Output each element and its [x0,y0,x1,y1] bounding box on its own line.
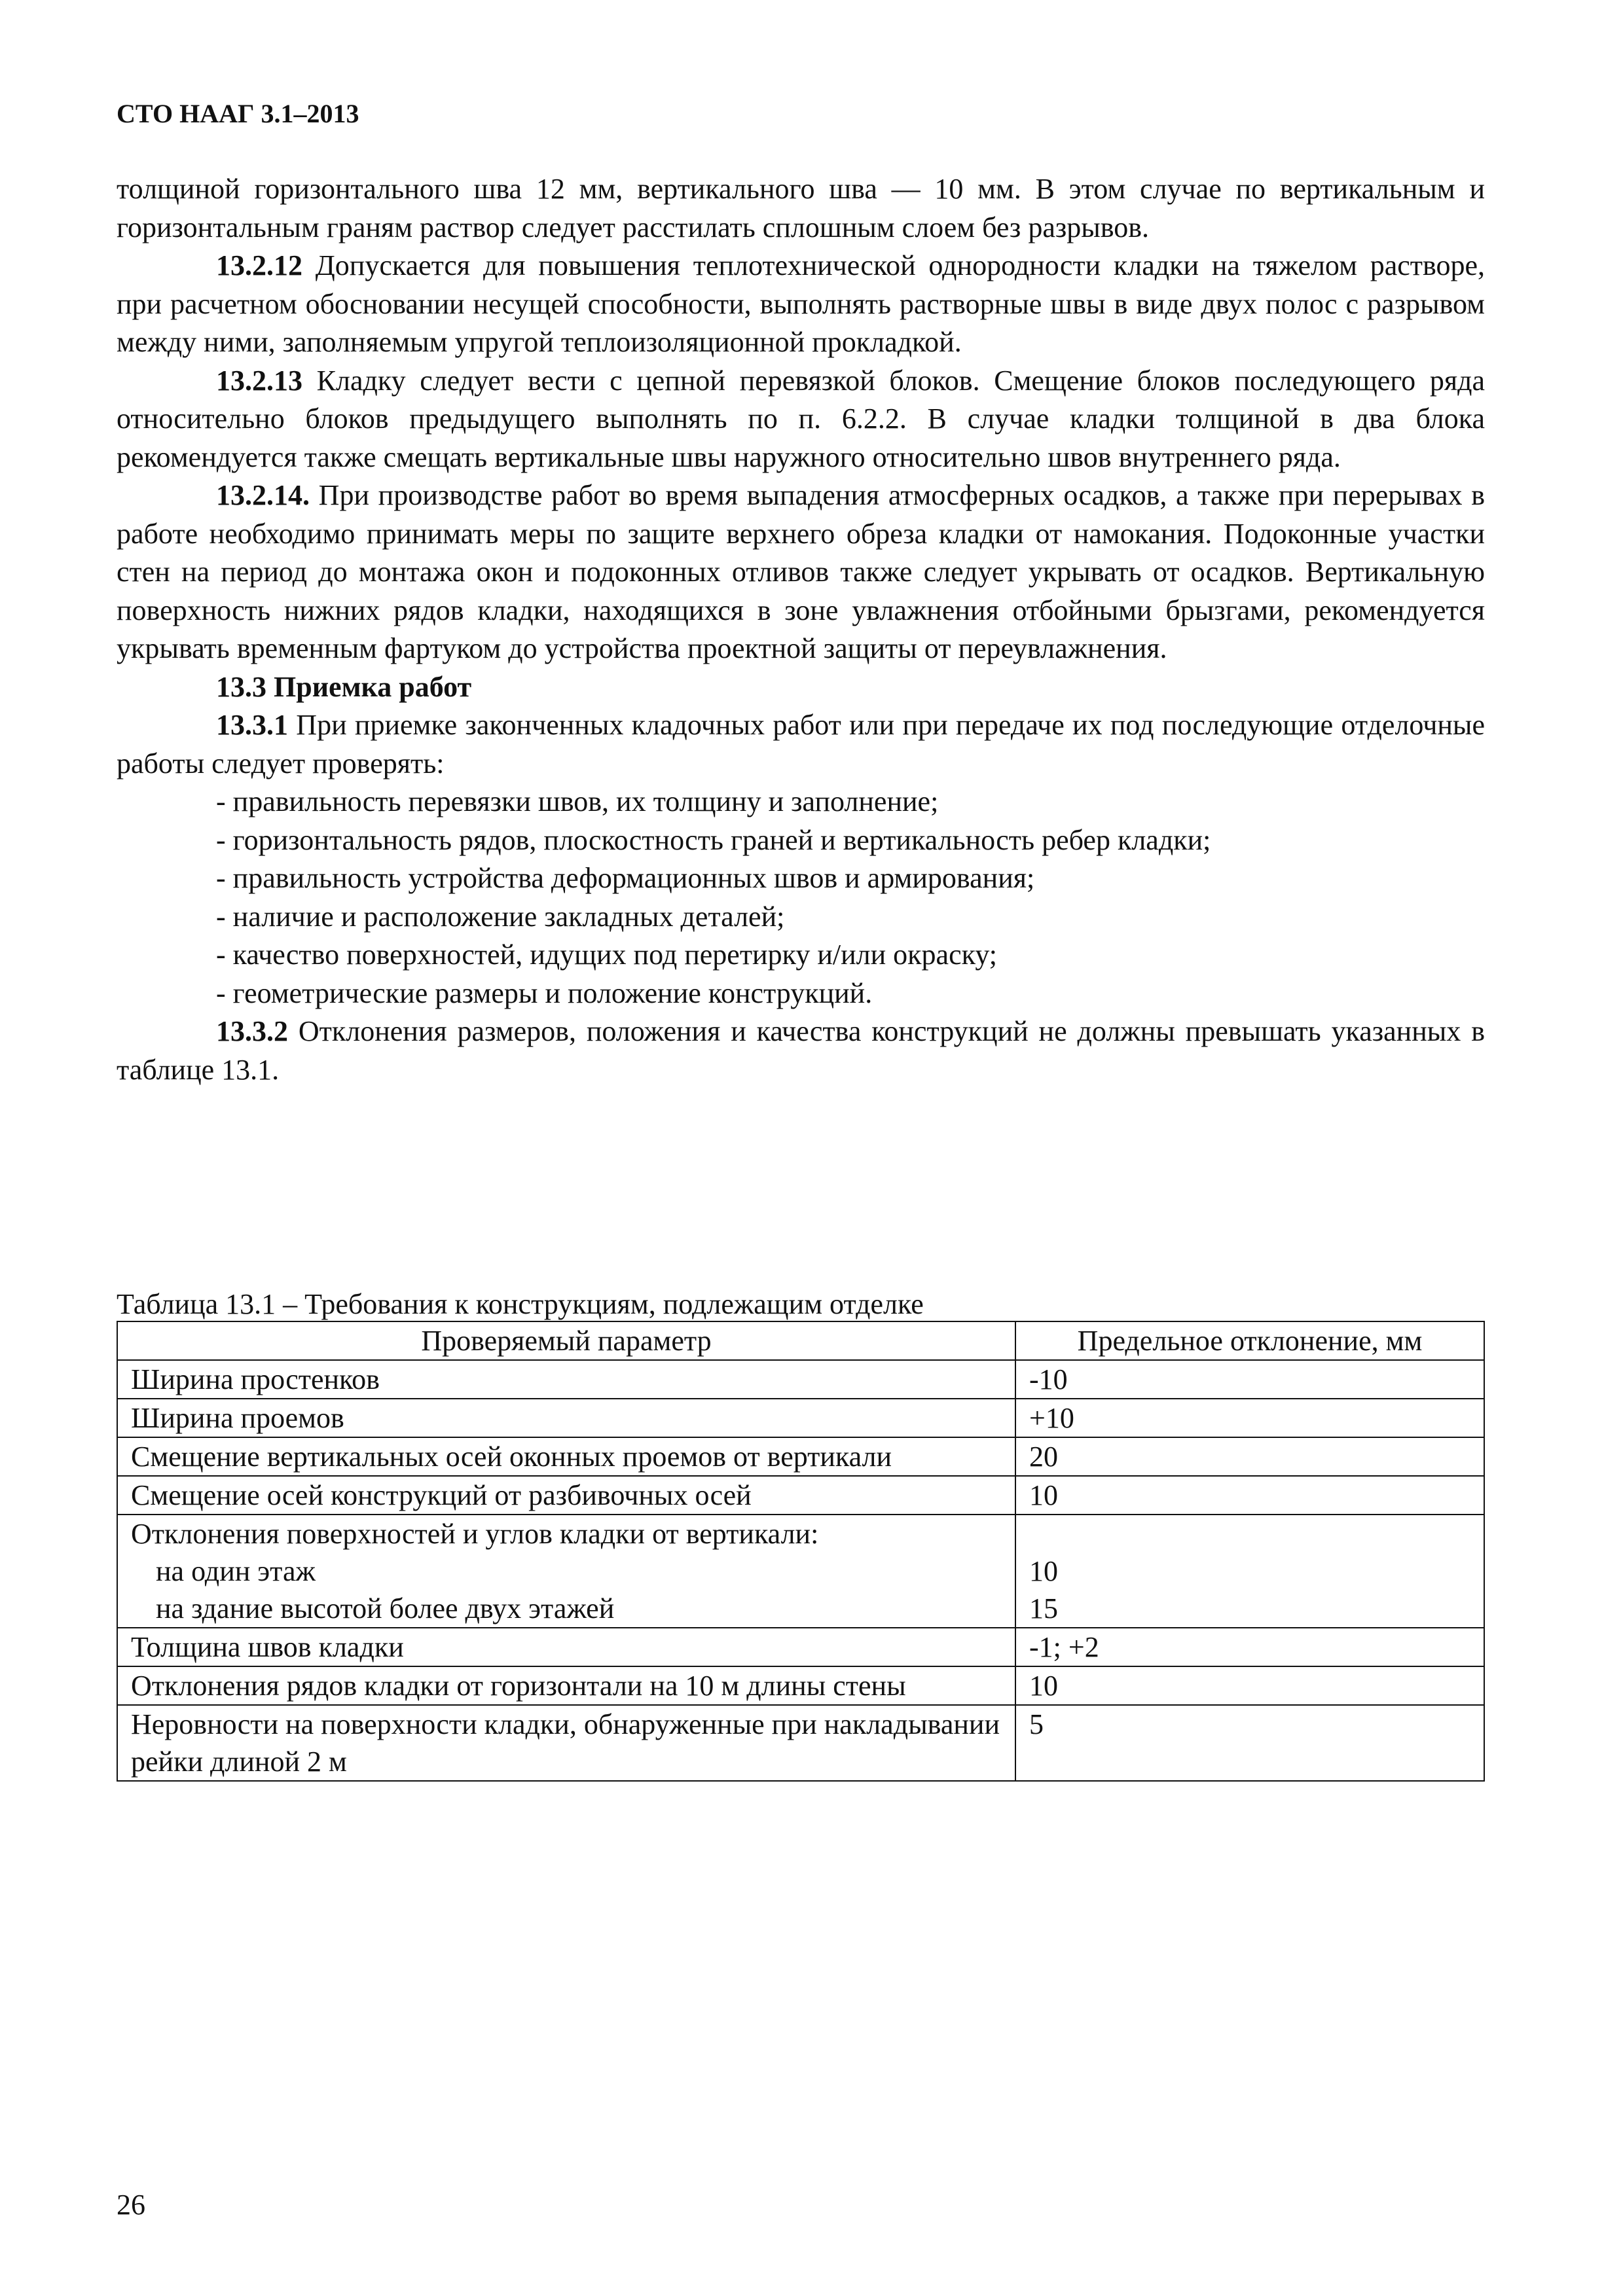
table-row [117,1666,1484,1705]
table-row [117,1628,1484,1666]
deviation-cell: 10 [1015,1476,1484,1515]
list-item: - качество поверхностей, идущих под перетирку и/или окраску; [216,939,998,971]
table-header-row [117,1321,1484,1360]
list-item: - правильность перевязки швов, их толщину и заполнение; [216,785,939,817]
clause-text: Допускается для повышения теплотехнической однородности кладки на тяжелом растворе, при расчетном обосновании несущей способности, выполнять растворные швы в виде двух полос с разрывом между ними, заполняемым упругой теплоизоляционной прокладкой. [117,249,1485,358]
section-title: 13.3 Приемка работ [216,670,472,703]
deviation-cell: 10 [1015,1666,1484,1705]
list-item: - наличие и расположение закладных деталей; [216,900,785,933]
paragraph-continuation: толщиной горизонтального шва 12 мм, вертикального шва — 10 мм. В этом случае по вертикальным и горизонтальным граням раствор следует расстилать сплошным слоем без разрывов. [117,173,1485,243]
body-text [117,170,1485,1089]
parameter-title: Отклонения поверхностей и углов кладки от вертикали: [131,1518,819,1550]
parameter-subitem: на здание высотой более двух этажей [156,1592,615,1624]
deviation-cell: 5 [1015,1705,1484,1781]
table-caption: Таблица 13.1 – Требования к конструкциям, подлежащим отделке [117,1288,924,1320]
clause-number: 13.3.1 [216,709,288,741]
table-row [117,1399,1484,1437]
parameter-subitem: на один этаж [156,1555,316,1587]
deviation-cell: -1; +2 [1015,1628,1484,1666]
deviation-value: 10 [1029,1555,1058,1587]
document-header: СТО НААГ 3.1–2013 [117,99,359,128]
clause-number: 13.2.14. [216,479,310,511]
page-number: 26 [117,2189,145,2221]
deviation-value: 15 [1029,1592,1058,1624]
parameter-cell: Отклонения рядов кладки от горизонтали на 10 м длины стены [117,1666,1015,1705]
clause-text: При производстве работ во время выпадения атмосферных осадков, а также при перерывах в работе необходимо принимать меры по защите верхнего обреза кладки от намокания. Подоконные участки стен на период до монтажа окон и подоконных отливов также следует укрывать от осадков. Вертикальную поверхность нижних рядов кладки, находящихся в зоне увлажнения отбойными брызгами, рекомендуется укрывать временным фартуком до устройства проектной защиты от переувлажнения. [117,479,1485,664]
parameter-cell: Толщина швов кладки [117,1628,1015,1666]
paragraph-13-3-1 [117,706,1485,783]
clause-text: При приемке законченных кладочных работ или при передаче их под последующие отделочные работы следует проверять: [117,709,1485,780]
table-row [117,1437,1484,1476]
table-row [117,1476,1484,1515]
table-row [117,1360,1484,1399]
parameter-cell: Неровности на поверхности кладки, обнаруженные при накладывании рейки длиной 2 м [117,1705,1015,1781]
paragraph-13-2-13 [117,362,1485,477]
clause-number: 13.2.13 [216,364,302,397]
list-item: - геометрические размеры и положение конструкций. [216,977,873,1009]
clause-text: Кладку следует вести с цепной перевязкой блоков. Смещение блоков последующего ряда относительно блоков предыдущего выполнять по п. 6.2.2. В случае кладки толщиной в два блока рекомендуется также смещать вертикальные швы наружного относительно швов внутреннего ряда. [117,364,1485,473]
deviation-cell: +10 [1015,1399,1484,1437]
parameter-cell: Ширина проемов [117,1399,1015,1437]
deviation-cell [1015,1515,1484,1628]
table-row [117,1515,1484,1628]
parameter-cell: Смещение вертикальных осей оконных проемов от вертикали [117,1437,1015,1476]
clause-number: 13.2.12 [216,249,302,281]
parameter-cell: Смещение осей конструкций от разбивочных осей [117,1476,1015,1515]
clause-text: Отклонения размеров, положения и качества конструкций не должны превышать указанных в таблице 13.1. [117,1015,1485,1086]
parameter-cell: Ширина простенков [117,1360,1015,1399]
paragraph-13-3-2 [117,1013,1485,1089]
table-row [117,1705,1484,1781]
document-page [117,0,1485,2296]
requirements-table [117,1321,1485,1782]
clause-number: 13.3.2 [216,1015,288,1047]
deviation-cell: -10 [1015,1360,1484,1399]
column-header-parameter: Проверяемый параметр [117,1321,1015,1360]
deviation-cell: 20 [1015,1437,1484,1476]
list-item: - горизонтальность рядов, плоскостность граней и вертикальность ребер кладки; [216,823,1211,856]
column-header-deviation: Предельное отклонение, мм [1015,1321,1484,1360]
list-item: - правильность устройства деформационных швов и армирования; [216,862,1035,894]
parameter-cell [117,1515,1015,1628]
paragraph-13-2-14 [117,476,1485,668]
paragraph-13-2-12 [117,247,1485,362]
